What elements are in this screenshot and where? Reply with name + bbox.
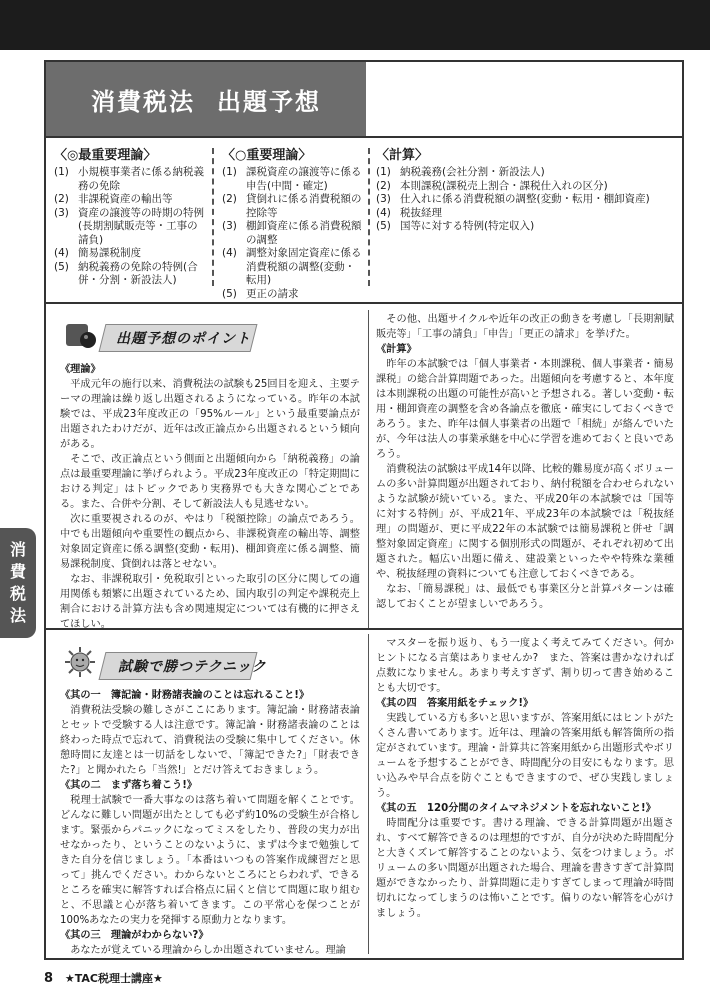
title-part2: 出題予想 [217,87,321,116]
item-text: 小規模事業者に係る納税義務の免除 [78,166,204,192]
item-number: (4) [54,247,69,259]
column-heading: 〈◎最重要理論〉 [54,148,157,163]
item-number: (4) [376,206,391,219]
list-item [376,180,676,194]
page-title [46,62,366,136]
paragraph: 実践している方も多いと思いますが、答案用紙にはヒントがたくさん書いてあります。近年は、理論の答案用紙も解答箇所の指定がされています。理論・計算共に答案用紙から出題形式やボリュームを予想することができ、時間配分の目安にもなります。思い込みや早合点を防ぐこともできますので、ぜひ実践しましょう。 [376,713,674,799]
column-divider [368,634,369,954]
points-right-text [376,312,674,612]
item-number: (3) [54,206,69,219]
column-heading: 〈計算〉 [376,148,429,163]
list-item [54,193,204,207]
title-part1: 消費税法 [91,87,195,116]
paragraph: あなたが覚えている理論からしか出題されていません。理論 [70,945,346,956]
item-text: 課税資産の譲渡等に係る申告(中間・確定) [246,166,362,192]
item-text: 仕入れに係る消費税額の調整(変動・転用・棚卸資産) [400,193,650,205]
item-number: (3) [222,220,237,232]
list-item [54,247,204,261]
page-number: 8 [44,971,54,986]
section-heading: 《理論》 [60,364,101,375]
item-text: 更正の請求 [246,287,299,300]
item-number: (4) [222,247,237,259]
top-bar [0,0,710,50]
page-footer [44,970,163,986]
paragraph: その他、出題サイクルや近年の改正の動きを考慮し「長期割賦販売等」「工事の請負」「申告」「更正の請求」を挙げた。 [376,314,674,340]
column-divider [212,148,214,286]
footer-label: ★TAC税理士講座★ [64,972,163,985]
item-text: 納税義務の免除の特例(合併・分割・新設法人) [78,260,198,286]
paragraph: 時間配分は重要です。書ける理論、できる計算問題が出題され、すべて解答できるのは理想的ですが、自分が決めた時間配分と大きくズレて解答することのないよう、気をつけましょう。ボリュームの多い問題が出題された場合、理論を書きすぎて計算問題ができなかったり、計算問題に走りすぎてしまって理論が時間切れになってしまうのは怖いことです。偏りのない解答を心がけましょう。 [376,818,674,919]
list-item [54,261,204,288]
item-text: 国等に対する特例(特定収入) [400,220,535,232]
list-item [54,166,204,193]
divider-title [46,136,682,138]
item-text: 貸倒れに係る消費税額の控除等 [246,193,362,219]
item-number: (1) [54,166,69,178]
section-heading: 《其の四 答案用紙をチェック!》 [376,698,534,709]
side-tab-char: 消 [9,540,26,559]
item-text: 税抜経理 [400,206,442,219]
paragraph: 平成元年の施行以来、消費税法の試験も25回目を迎え、主要テーマの理論は繰り返し出題されるようになっている。昨年の本試験では、平成23年度改正の「95%ルール」という最重要論点が出題されたわけだが、近年は改正論点から出題されるという傾向がある。 [60,379,360,450]
list-item [376,220,676,234]
paragraph: なお、「簡易課税」は、最低でも事業区分と計算パターンは確認しておくことが望ましいであろう。 [376,584,674,610]
technique-right-text [376,636,674,921]
item-number: (1) [222,166,237,178]
section-heading: 《其の二 まず落ち着こう!》 [60,780,198,791]
side-tab-char: 費 [9,562,26,581]
section-heading: 《其の五 120分間のタイムマネジメントを忘れないこと!》 [376,803,656,814]
item-text: 棚卸資産に係る消費税額の調整 [246,220,362,246]
points-left-text [60,362,360,632]
technique-banner-title: 試験で勝つテクニック [118,659,267,675]
divider-points [46,302,682,304]
section-heading: 《其の三 理論がわからない?》 [60,930,209,941]
paragraph: 消費税法受験の難しさがここにあります。簿記論・財務諸表論とセットで受験する人は注意です。簿記論・財務諸表論のことは終わった時点で忘れて、消費税法の受験に集中してください。休憩時間に友達とは一切話をしないで、「簿記できた?」「財表できた?」と聞かれたら「当然!」とだけ答えておきましょう。 [60,705,360,776]
item-text: 非課税資産の輸出等 [78,193,173,205]
item-number: (2) [222,193,237,205]
item-text: 本則課税(課税売上割合・課税仕入れの区分) [400,179,608,192]
side-tab-char: 税 [9,584,26,603]
item-number: (5) [222,287,237,300]
item-text: 調整対象固定資産に係る消費税額の調整(変動・転用) [246,247,362,286]
technique-left-text [60,688,360,958]
paragraph: そこで、改正論点という側面と出題傾向から「納税義務」の論点は最重要理論に挙げられよう。平成23年度改正の「特定期間における判定」はトピックであり実務界でも大きな関心ごとである。また、合併や分割、そして新設法人も見逃せない。 [60,454,360,510]
item-number: (3) [376,193,391,205]
content-frame [44,60,684,960]
item-number: (2) [54,193,69,205]
column-most-important [54,148,204,288]
list-item [376,207,676,221]
section-heading: 《計算》 [376,344,417,355]
sun-icon [64,646,96,678]
item-text: 資産の譲渡等の時期の特例(長期割賦販売等・工事の請負) [78,206,204,246]
paragraph: 昨年の本試験では「個人事業者・本則課税、個人事業者・簡易課税」の総合計算問題であった。出題傾向を考慮すると、本年度は本則課税の出題の可能性が高いと予想される。著しい変動・転用・棚卸資産の調整を含め各論点を徹底・確実にしておくべきであろう。また、昨年は個人事業者の出題で「相続」が絡んでいたが、今年は法人の事業承継を中心に学習を進めておくと良いであろう。 [376,359,674,460]
list-item [222,193,362,220]
divider-technique [46,628,682,630]
section-heading: 《其の一 簿記論・財務諸表論のことは忘れること!》 [60,690,310,701]
paragraph: 税理士試験で一番大事なのは落ち着いて問題を解くことです。どんなに難しい問題が出たとしても必ず約10%の受験生が合格します。緊張からパニックになってミスをしたり、普段の実力が出せなかったり、ということのないように、まずは今まで勉強してきた自分を信じましょう。「本番はいつもの答案作成練習だと思って」挑んでください。わからないところにとらわれず、できるところを確実に解答すれば合格点に届くと信じて問題に取り組むと、不思議と心が落ち着いてきます。この平常心を保つことが100%あなたの実力を発揮する原動力となります。 [60,795,360,926]
list-item [222,247,362,288]
paragraph: 消費税法の試験は平成14年以降、比較的難易度が高くボリュームの多い計算問題が出題されており、納付税額を合わせられないような試験が続いている。また、平成20年の本試験では「国等に対する特例」が、平成21年、平成23年の本試験では「税抜経理」の問題が、更に平成22年の本試験では簡易課税と併せ「調整対象固定資産」に関する個別形式の問題が、それぞれ初めて出題された。幅広い出題に備え、建設業といったやや特殊な業種や、税抜経理の資料についても注意しておくべきである。 [376,464,674,580]
column-divider [368,310,369,630]
column-heading: 〈○重要理論〉 [222,148,312,163]
side-tab-char: 法 [9,606,26,625]
item-text: 簡易課税制度 [78,247,141,259]
item-number: (5) [54,260,69,273]
item-number: (2) [376,179,391,192]
column-calculation [376,148,676,234]
paragraph: なお、非課税取引・免税取引といった取引の区分に関しての適用関係も頻繁に出題されているため、国内取引の判定や課税売上割合における計算方法も含め関連規定については有機的に押さえてほしい。 [60,574,360,630]
side-tab [0,528,36,638]
list-item [376,166,676,180]
list-item [54,207,204,248]
column-divider [368,148,370,286]
list-item [222,166,362,193]
item-number: (5) [376,220,391,232]
item-number: (1) [376,166,391,178]
list-item [222,220,362,247]
item-text: 納税義務(会社分割・新設法人) [400,166,545,178]
list-item [376,193,676,207]
bowling-ball-icon [64,318,96,350]
paragraph: マスターを振り返り、もう一度よく考えてみてください。何かヒントになる言葉はありませんか? また、答案は書かなければ点数になりません。あまり考えすぎず、割り切って書き始めることも大切です。 [376,638,674,694]
column-important [222,148,362,301]
list-item [222,288,362,302]
paragraph: 次に重要視されるのが、やはり「税額控除」の論点であろう。中でも出題傾向や重要性の観点から、非課税資産の輸出等、調整対象固定資産に係る調整(変動・転用)、棚卸資産に係る調整、簡易課税制度、貸倒れは落とせない。 [60,514,360,570]
points-banner-title: 出題予想のポイント [116,331,251,347]
